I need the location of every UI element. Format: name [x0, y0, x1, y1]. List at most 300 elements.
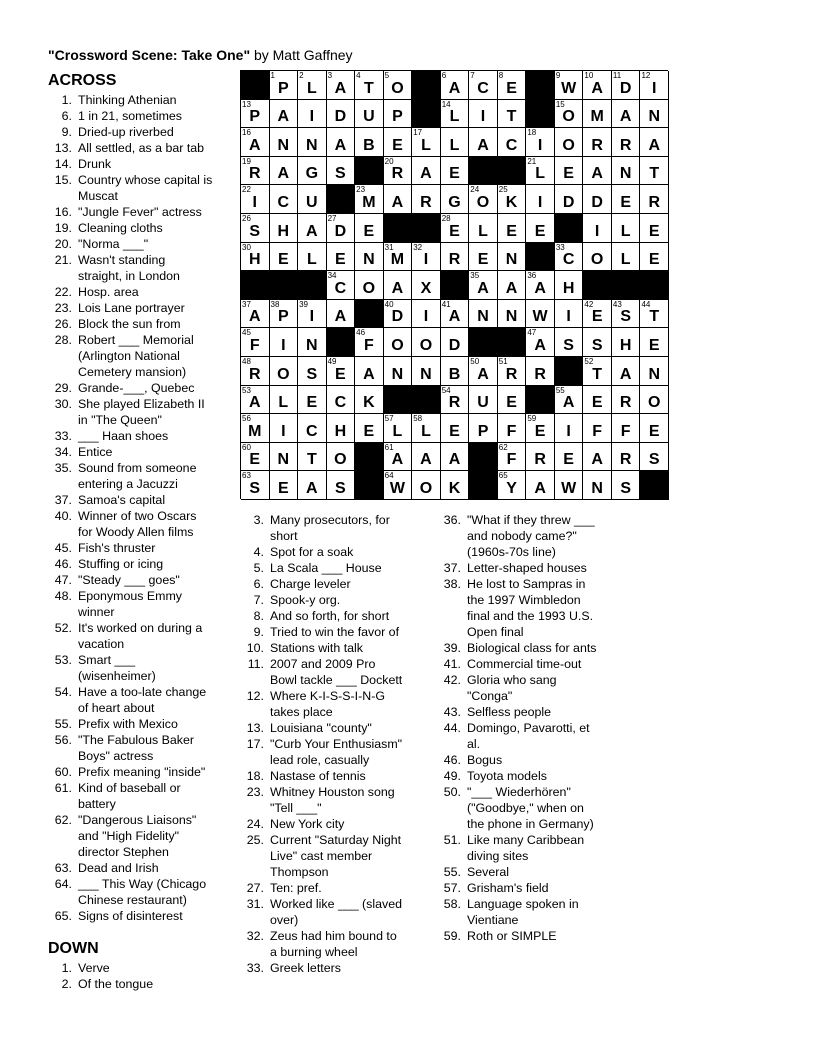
grid-cell[interactable] — [412, 300, 441, 329]
grid-cell[interactable] — [612, 71, 641, 100]
grid-cell[interactable] — [583, 214, 612, 243]
grid-cell[interactable] — [384, 100, 413, 129]
cell-number: 27 — [327, 214, 337, 223]
grid-cell[interactable] — [412, 357, 441, 386]
grid-cell[interactable] — [241, 414, 270, 443]
grid-cell[interactable] — [612, 357, 641, 386]
grid-cell[interactable] — [298, 414, 327, 443]
grid-cell[interactable] — [270, 328, 299, 357]
grid-cell[interactable] — [270, 300, 299, 329]
clue-item — [240, 880, 440, 896]
clue-text: battery — [78, 797, 116, 811]
grid-cell[interactable] — [298, 214, 327, 243]
grid-cell[interactable] — [640, 157, 669, 186]
grid-cell[interactable] — [441, 443, 470, 472]
grid-cell[interactable] — [441, 300, 470, 329]
cell-letter: E — [591, 308, 603, 326]
grid-cell[interactable] — [498, 271, 527, 300]
grid-cell[interactable] — [441, 185, 470, 214]
grid-cell[interactable] — [469, 214, 498, 243]
grid-cell[interactable] — [526, 185, 555, 214]
grid-cell[interactable] — [469, 185, 498, 214]
grid-cell[interactable] — [412, 271, 441, 300]
grid-cell[interactable] — [241, 185, 270, 214]
grid-cell[interactable] — [412, 185, 441, 214]
clue-number: 34. — [54, 445, 72, 459]
cell-letter: E — [449, 222, 460, 240]
cell-letter: W — [389, 479, 405, 497]
grid-cell[interactable] — [355, 357, 384, 386]
grid-cell[interactable] — [298, 443, 327, 472]
grid-cell[interactable] — [270, 471, 299, 500]
grid-cell[interactable] — [640, 71, 669, 100]
grid-cell[interactable] — [355, 128, 384, 157]
grid-black-square — [469, 157, 498, 186]
clue-item — [48, 588, 238, 620]
grid-cell[interactable] — [498, 443, 527, 472]
grid-cell[interactable] — [640, 100, 669, 129]
clue-item — [48, 492, 238, 508]
grid-cell[interactable] — [498, 243, 527, 272]
grid-cell[interactable] — [298, 100, 327, 129]
grid-cell[interactable] — [241, 100, 270, 129]
grid-cell[interactable] — [412, 157, 441, 186]
cell-number: 30 — [242, 242, 251, 252]
grid-cell[interactable] — [498, 214, 527, 243]
cell-letter: A — [648, 136, 660, 154]
grid-cell[interactable] — [384, 357, 413, 386]
grid-cell[interactable] — [469, 271, 498, 300]
grid-cell[interactable] — [355, 214, 384, 243]
grid-cell[interactable] — [270, 386, 299, 415]
grid-black-square — [469, 328, 498, 357]
grid-cell[interactable] — [526, 128, 555, 157]
grid-cell[interactable] — [384, 414, 413, 443]
grid-cell[interactable] — [412, 128, 441, 157]
grid-cell[interactable] — [355, 100, 384, 129]
cell-number: 44 — [641, 299, 651, 309]
grid-cell[interactable] — [555, 414, 584, 443]
clue-number: 37. — [54, 493, 72, 507]
clue-text: Tried to win the favor of — [270, 625, 400, 639]
cell-number: 45 — [242, 328, 251, 338]
grid-cell[interactable] — [298, 386, 327, 415]
cell-letter: A — [248, 308, 261, 326]
grid-cell[interactable] — [469, 414, 498, 443]
grid-cell[interactable] — [498, 185, 527, 214]
grid-cell[interactable] — [241, 328, 270, 357]
grid-cell[interactable] — [241, 471, 270, 500]
cell-letter: I — [309, 308, 315, 326]
grid-cell[interactable] — [270, 185, 299, 214]
grid-cell[interactable] — [412, 443, 441, 472]
down-heading: DOWN — [48, 940, 99, 957]
grid-cell[interactable] — [270, 357, 299, 386]
grid-cell[interactable] — [355, 271, 384, 300]
grid-cell[interactable] — [298, 328, 327, 357]
crossword-grid — [240, 70, 668, 499]
clue-text: Signs of disinterest — [78, 909, 183, 923]
grid-cell[interactable] — [469, 386, 498, 415]
cell-letter: R — [391, 165, 404, 183]
grid-black-square — [384, 214, 413, 243]
grid-cell[interactable] — [327, 214, 356, 243]
grid-cell[interactable] — [555, 128, 584, 157]
clue-text: Ten: pref. — [270, 881, 322, 895]
grid-cell[interactable] — [270, 414, 299, 443]
grid-cell[interactable] — [498, 357, 527, 386]
grid-cell[interactable] — [583, 100, 612, 129]
grid-cell[interactable] — [526, 414, 555, 443]
grid-black-square — [241, 71, 270, 100]
grid-cell[interactable] — [583, 71, 612, 100]
clue-number: 21. — [54, 253, 72, 267]
grid-cell[interactable] — [612, 243, 641, 272]
clue-text: final and the 1993 U.S. — [467, 609, 594, 623]
grid-cell[interactable] — [640, 328, 669, 357]
cell-letter: O — [562, 136, 575, 154]
grid-cell[interactable] — [640, 243, 669, 272]
grid-cell[interactable] — [441, 128, 470, 157]
grid-cell[interactable] — [384, 157, 413, 186]
grid-cell[interactable] — [526, 357, 555, 386]
clue-item — [437, 880, 637, 896]
grid-cell[interactable] — [526, 157, 555, 186]
cell-letter: A — [591, 79, 603, 97]
grid-cell[interactable] — [612, 328, 641, 357]
cell-letter: P — [392, 108, 403, 126]
grid-cell[interactable] — [498, 71, 527, 100]
grid-cell[interactable] — [241, 243, 270, 272]
cell-letter: R — [591, 136, 603, 154]
grid-cell[interactable] — [241, 386, 270, 415]
grid-cell[interactable] — [270, 243, 299, 272]
grid-cell[interactable] — [270, 443, 299, 472]
grid-cell[interactable] — [355, 185, 384, 214]
grid-cell[interactable] — [384, 185, 413, 214]
cell-letter: C — [562, 251, 575, 269]
clue-text: Eponymous Emmy — [78, 589, 182, 603]
grid-cell[interactable] — [441, 357, 470, 386]
clue-text: Like many Caribbean — [467, 833, 585, 847]
grid-cell[interactable] — [327, 414, 356, 443]
grid-cell[interactable] — [555, 185, 584, 214]
clue-number: 38. — [443, 577, 461, 591]
grid-cell[interactable] — [555, 471, 584, 500]
grid-cell[interactable] — [469, 71, 498, 100]
grid-cell[interactable] — [441, 386, 470, 415]
grid-cell[interactable] — [327, 128, 356, 157]
grid-cell[interactable] — [555, 71, 584, 100]
clue-text: Have a too-late change — [78, 685, 207, 699]
grid-cell[interactable] — [241, 128, 270, 157]
clue-text: "Dangerous Liaisons" — [78, 813, 197, 827]
grid-cell[interactable] — [327, 386, 356, 415]
grid-cell[interactable] — [469, 243, 498, 272]
grid-cell[interactable] — [298, 185, 327, 214]
grid-cell[interactable] — [583, 128, 612, 157]
grid-cell[interactable] — [384, 128, 413, 157]
clue-number: 5. — [253, 561, 264, 575]
grid-cell[interactable] — [298, 157, 327, 186]
grid-cell[interactable] — [526, 214, 555, 243]
grid-cell[interactable] — [640, 214, 669, 243]
clue-item — [240, 688, 440, 720]
grid-cell[interactable] — [526, 328, 555, 357]
cell-letter: I — [651, 79, 657, 97]
grid-cell[interactable] — [555, 300, 584, 329]
grid-cell[interactable] — [270, 100, 299, 129]
grid-cell[interactable] — [583, 157, 612, 186]
grid-cell[interactable] — [384, 471, 413, 500]
grid-cell[interactable] — [327, 357, 356, 386]
grid-cell[interactable] — [412, 243, 441, 272]
clue-number: 22. — [54, 285, 72, 299]
grid-cell[interactable] — [469, 100, 498, 129]
grid-cell[interactable] — [355, 414, 384, 443]
clue-text: Vientiane — [467, 913, 519, 927]
grid-cell[interactable] — [298, 128, 327, 157]
clue-item — [240, 592, 440, 608]
cell-letter: C — [334, 279, 347, 297]
cell-letter: U — [363, 108, 375, 126]
clue-number: 64. — [54, 877, 72, 891]
grid-cell[interactable] — [327, 71, 356, 100]
clue-text: Cleaning cloths — [78, 221, 163, 235]
grid-cell[interactable] — [327, 157, 356, 186]
clue-text: Block the sun from — [78, 317, 181, 331]
grid-cell[interactable] — [583, 471, 612, 500]
grid-cell[interactable] — [555, 100, 584, 129]
grid-cell[interactable] — [241, 300, 270, 329]
grid-cell[interactable] — [583, 443, 612, 472]
grid-cell[interactable] — [555, 443, 584, 472]
cell-letter: P — [277, 79, 289, 97]
cell-letter: S — [306, 365, 318, 383]
grid-cell[interactable] — [526, 271, 555, 300]
grid-cell[interactable] — [640, 357, 669, 386]
grid-cell[interactable] — [612, 443, 641, 472]
grid-cell[interactable] — [384, 443, 413, 472]
clue-text: New York city — [270, 817, 345, 831]
grid-cell[interactable] — [412, 471, 441, 500]
clue-number: 43. — [443, 705, 461, 719]
cell-letter: S — [335, 165, 346, 183]
cell-letter: T — [364, 79, 374, 97]
cell-letter: O — [362, 279, 376, 297]
grid-cell[interactable] — [270, 214, 299, 243]
cell-letter: R — [248, 365, 261, 383]
cell-letter: C — [306, 422, 318, 440]
grid-cell[interactable] — [441, 471, 470, 500]
grid-cell[interactable] — [384, 271, 413, 300]
cell-letter: L — [620, 251, 631, 269]
grid-cell[interactable] — [612, 100, 641, 129]
grid-cell[interactable] — [469, 300, 498, 329]
grid-cell[interactable] — [640, 300, 669, 329]
grid-cell[interactable] — [298, 300, 327, 329]
cell-letter: R — [505, 365, 518, 383]
grid-cell[interactable] — [498, 100, 527, 129]
clue-number: 29. — [54, 381, 72, 395]
grid-cell[interactable] — [355, 243, 384, 272]
grid-cell[interactable] — [498, 414, 527, 443]
grid-cell[interactable] — [612, 300, 641, 329]
grid-cell[interactable] — [441, 243, 470, 272]
grid-cell[interactable] — [327, 271, 356, 300]
grid-cell[interactable] — [640, 443, 669, 472]
grid-cell[interactable] — [469, 357, 498, 386]
cell-letter: E — [648, 251, 660, 269]
cell-letter: R — [448, 394, 461, 412]
grid-cell[interactable] — [241, 443, 270, 472]
grid-cell[interactable] — [441, 214, 470, 243]
clue-text: Grande-___, Quebec — [78, 381, 195, 395]
clue-number: 28. — [54, 333, 72, 347]
grid-cell[interactable] — [640, 185, 669, 214]
grid-cell[interactable] — [498, 386, 527, 415]
grid-cell[interactable] — [298, 471, 327, 500]
grid-cell[interactable] — [583, 357, 612, 386]
grid-cell[interactable] — [498, 300, 527, 329]
cell-letter: L — [449, 136, 460, 154]
grid-cell[interactable] — [469, 128, 498, 157]
grid-cell[interactable] — [555, 328, 584, 357]
grid-black-square — [555, 214, 584, 243]
cell-letter: G — [448, 193, 461, 211]
clue-item — [437, 784, 637, 832]
grid-cell[interactable] — [384, 243, 413, 272]
grid-cell[interactable] — [298, 243, 327, 272]
grid-black-square — [640, 271, 669, 300]
grid-cell[interactable] — [355, 71, 384, 100]
grid-cell[interactable] — [526, 300, 555, 329]
clue-text: Thinking Athenian — [78, 93, 177, 107]
clue-item — [240, 928, 440, 960]
grid-cell[interactable] — [241, 357, 270, 386]
grid-cell[interactable] — [298, 357, 327, 386]
grid-cell[interactable] — [583, 328, 612, 357]
grid-cell[interactable] — [384, 71, 413, 100]
grid-cell[interactable] — [640, 386, 669, 415]
clue-text: Worked like ___ (slaved — [270, 897, 403, 911]
clue-text: (1960s-70s line) — [467, 545, 556, 559]
grid-cell[interactable] — [412, 328, 441, 357]
grid-cell[interactable] — [583, 300, 612, 329]
grid-cell[interactable] — [583, 386, 612, 415]
grid-black-square — [583, 271, 612, 300]
grid-cell[interactable] — [327, 100, 356, 129]
grid-cell[interactable] — [612, 386, 641, 415]
cell-letter: X — [420, 279, 432, 297]
cell-letter: E — [506, 394, 517, 412]
grid-cell[interactable] — [498, 471, 527, 500]
grid-cell[interactable] — [612, 157, 641, 186]
grid-cell[interactable] — [270, 157, 299, 186]
grid-cell[interactable] — [555, 243, 584, 272]
clue-item — [240, 768, 440, 784]
grid-cell[interactable] — [583, 185, 612, 214]
grid-cell[interactable] — [583, 243, 612, 272]
grid-cell[interactable] — [498, 128, 527, 157]
cell-letter: E — [363, 222, 375, 240]
grid-cell[interactable] — [612, 128, 641, 157]
clue-number: 13. — [54, 141, 72, 155]
grid-cell[interactable] — [241, 157, 270, 186]
clue-text: Prefix with Mexico — [78, 717, 178, 731]
grid-cell[interactable] — [384, 300, 413, 329]
grid-cell[interactable] — [526, 471, 555, 500]
cell-letter: N — [277, 451, 290, 469]
grid-cell[interactable] — [640, 128, 669, 157]
clue-number: 37. — [443, 561, 461, 575]
cell-letter: A — [391, 279, 404, 297]
cell-letter: O — [419, 479, 433, 497]
cell-letter: T — [592, 365, 603, 383]
cell-letter: S — [591, 336, 603, 354]
grid-cell[interactable] — [355, 328, 384, 357]
grid-cell[interactable] — [612, 185, 641, 214]
clue-item — [48, 876, 238, 908]
grid-cell[interactable] — [555, 157, 584, 186]
grid-cell[interactable] — [441, 328, 470, 357]
grid-cell[interactable] — [441, 100, 470, 129]
grid-cell[interactable] — [612, 214, 641, 243]
grid-cell[interactable] — [612, 414, 641, 443]
grid-black-square — [526, 100, 555, 129]
cell-number: 54 — [441, 385, 451, 395]
clue-text: Many prosecutors, for — [270, 513, 390, 527]
cell-number: 25 — [498, 185, 508, 195]
cell-letter: D — [562, 193, 575, 211]
grid-cell[interactable] — [441, 157, 470, 186]
grid-cell[interactable] — [327, 443, 356, 472]
grid-cell[interactable] — [412, 414, 441, 443]
cell-number: 1 — [270, 71, 275, 80]
clue-item — [48, 172, 238, 204]
clue-text: "Curb Your Enthusiasm" — [270, 737, 403, 751]
grid-cell[interactable] — [612, 471, 641, 500]
grid-cell[interactable] — [526, 443, 555, 472]
grid-cell[interactable] — [441, 71, 470, 100]
cell-letter: O — [476, 193, 490, 211]
cell-letter: R — [648, 193, 660, 211]
clue-text: Domingo, Pavarotti, et — [467, 721, 590, 735]
grid-cell[interactable] — [327, 243, 356, 272]
cell-number: 49 — [327, 357, 337, 366]
cell-letter: S — [563, 336, 574, 354]
grid-cell[interactable] — [241, 214, 270, 243]
grid-cell[interactable] — [298, 71, 327, 100]
grid-cell[interactable] — [270, 71, 299, 100]
grid-cell[interactable] — [583, 414, 612, 443]
grid-cell[interactable] — [640, 414, 669, 443]
grid-cell[interactable] — [355, 386, 384, 415]
grid-cell[interactable] — [441, 414, 470, 443]
grid-cell[interactable] — [327, 300, 356, 329]
clue-text: ___ Haan shoes — [78, 429, 169, 443]
grid-cell[interactable] — [384, 328, 413, 357]
clue-item — [48, 396, 238, 428]
grid-cell[interactable] — [327, 471, 356, 500]
cell-number: 64 — [384, 471, 394, 481]
clue-number: 19. — [54, 221, 72, 235]
grid-cell[interactable] — [555, 386, 584, 415]
cell-letter: L — [306, 251, 317, 269]
cell-letter: A — [448, 451, 461, 469]
grid-cell[interactable] — [555, 271, 584, 300]
grid-cell[interactable] — [270, 128, 299, 157]
